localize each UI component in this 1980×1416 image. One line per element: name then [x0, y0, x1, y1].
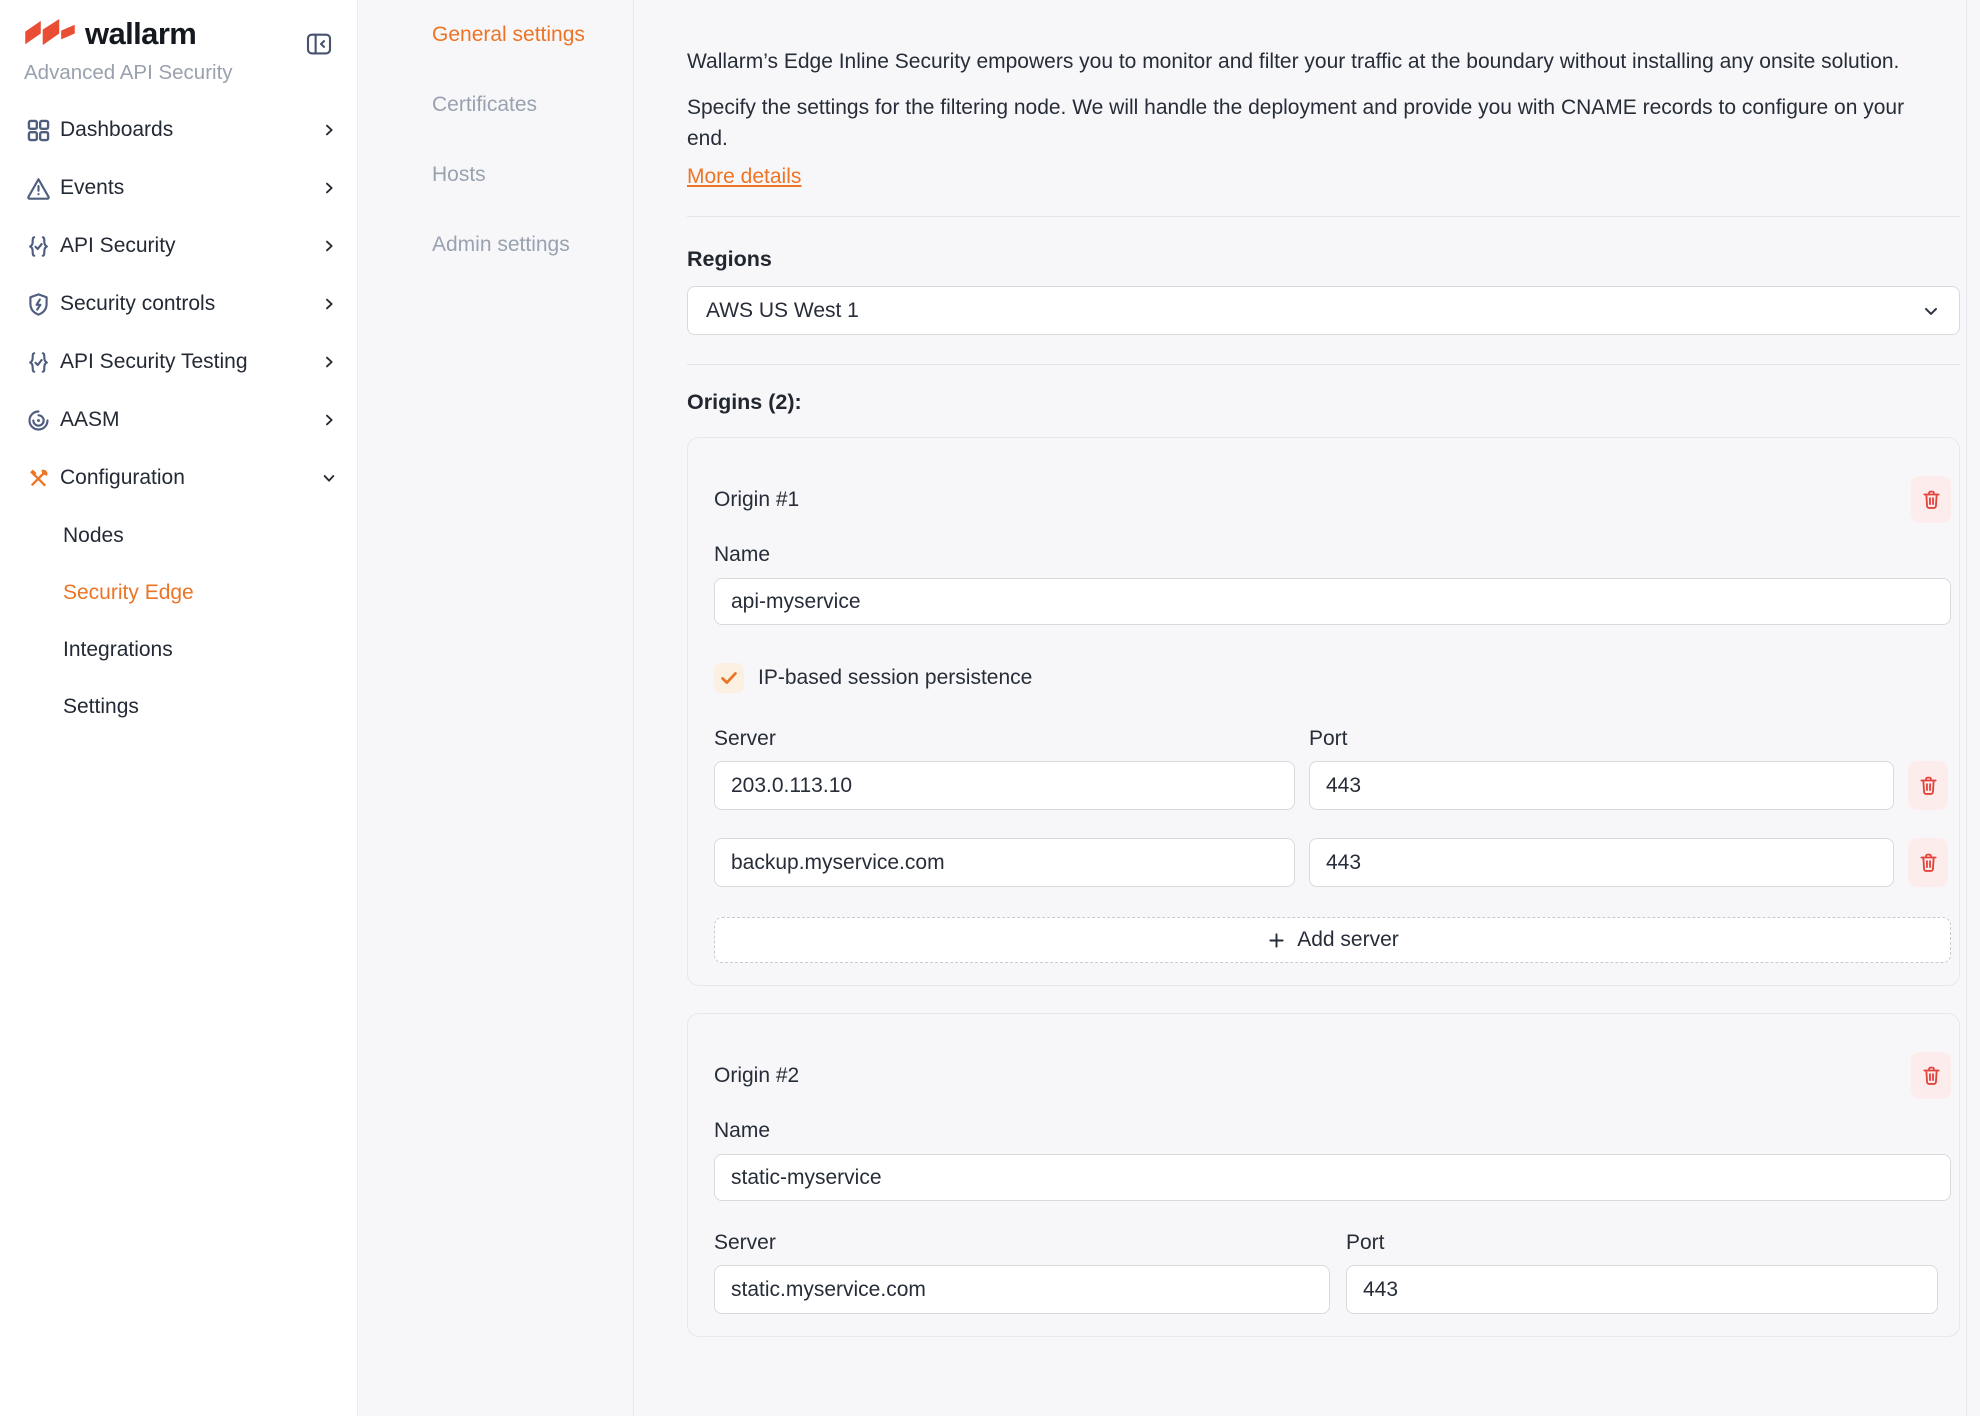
sidebar-item-aasm[interactable]	[0, 391, 357, 449]
port-input[interactable]	[1346, 1265, 1938, 1314]
session-persistence-toggle[interactable]	[714, 663, 1951, 693]
sidebar-item-api-security-testing[interactable]	[0, 333, 357, 391]
tab-certificates[interactable]: Certificates	[432, 93, 538, 116]
aasm-icon	[24, 406, 52, 434]
sidebar-item-label: Configuration	[60, 466, 185, 489]
sidebar-item-configuration[interactable]	[0, 449, 357, 507]
events-icon	[24, 174, 52, 202]
brand-subtitle: Advanced API Security	[24, 61, 233, 84]
sub-item-label: Integrations	[63, 637, 173, 661]
plus-icon	[1266, 930, 1287, 951]
regions-heading: Regions	[687, 247, 772, 271]
server-label: Server	[714, 727, 776, 750]
brand	[0, 0, 357, 85]
server-input[interactable]	[714, 1265, 1330, 1314]
sidebar-item-security-controls[interactable]	[0, 275, 357, 333]
delete-origin-button[interactable]	[1911, 1052, 1951, 1099]
brand-name: wallarm	[85, 16, 197, 51]
chevron-right-icon	[321, 238, 337, 254]
sidebar-item-dashboards[interactable]	[0, 101, 357, 159]
port-input[interactable]	[1309, 838, 1894, 887]
collapse-sidebar-icon	[304, 29, 334, 59]
delete-server-button[interactable]	[1908, 838, 1948, 887]
tab-general-settings[interactable]: General settings	[432, 23, 585, 46]
intro-paragraph: Wallarm’s Edge Inline Security empowers you to monitor and filter your traffic at the boundary without installing any onsite solution.	[687, 50, 1900, 73]
server-input[interactable]	[714, 761, 1295, 810]
dashboards-icon	[24, 116, 52, 144]
chevron-down-icon	[321, 470, 337, 486]
chevron-down-icon	[1921, 301, 1941, 321]
settings-subnav	[358, 0, 634, 1416]
delete-origin-button[interactable]	[1911, 476, 1951, 523]
origin-card-2	[687, 1013, 1960, 1337]
checkbox-checked[interactable]	[714, 663, 744, 693]
origin-name-input[interactable]	[714, 578, 1951, 625]
sidebar-item-nodes[interactable]	[0, 507, 357, 564]
trash-icon	[1920, 488, 1943, 511]
wallarm-logo-icon	[24, 18, 76, 51]
server-row	[714, 838, 1951, 887]
chevron-right-icon	[321, 296, 337, 312]
chevron-right-icon	[321, 412, 337, 428]
api-security-testing-icon	[24, 348, 52, 376]
sidebar-item-api-security[interactable]	[0, 217, 357, 275]
main-content	[634, 0, 1980, 1416]
divider	[687, 216, 1960, 217]
sidebar-item-settings[interactable]	[0, 678, 357, 735]
sidebar-item-security-edge[interactable]	[0, 564, 357, 621]
server-input[interactable]	[714, 838, 1295, 887]
regions-select-value: AWS US West 1	[706, 298, 859, 322]
sidebar-item-label: Events	[60, 176, 125, 199]
more-details-link[interactable]: More details	[687, 165, 802, 188]
port-label: Port	[1346, 1231, 1385, 1254]
sidebar-item-label: Security controls	[60, 292, 216, 315]
sub-item-label: Security Edge	[63, 580, 194, 604]
add-server-label: Add server	[1297, 928, 1399, 951]
session-persistence-label: IP-based session persistence	[758, 666, 1033, 689]
sidebar-item-events[interactable]	[0, 159, 357, 217]
sidebar	[0, 0, 358, 1416]
chevron-right-icon	[321, 354, 337, 370]
origin-title: Origin #2	[714, 1063, 800, 1087]
sidebar-item-integrations[interactable]	[0, 621, 357, 678]
sidebar-item-label: API Security	[60, 234, 176, 257]
trash-icon	[1917, 851, 1940, 874]
server-label: Server	[714, 1231, 776, 1254]
configuration-icon	[24, 464, 52, 492]
api-security-icon	[24, 232, 52, 260]
trash-icon	[1920, 1064, 1943, 1087]
sidebar-nav	[0, 101, 357, 735]
delete-server-button[interactable]	[1908, 761, 1948, 810]
origins-heading: Origins (2):	[687, 390, 802, 414]
collapse-sidebar-button[interactable]	[301, 26, 337, 62]
trash-icon	[1917, 774, 1940, 797]
checkmark-icon	[718, 667, 740, 689]
sidebar-item-label: API Security Testing	[60, 350, 248, 373]
server-row	[714, 1265, 1951, 1314]
regions-select[interactable]	[687, 286, 1960, 335]
intro-paragraph: Specify the settings for the filtering node. We will handle the deployment and provide you with CNAME records to configure on your end.	[687, 96, 1905, 150]
sidebar-item-label: AASM	[60, 408, 120, 431]
origin-title: Origin #1	[714, 487, 800, 511]
name-label: Name	[714, 1119, 771, 1142]
sidebar-item-label: Dashboards	[60, 118, 174, 141]
name-label: Name	[714, 543, 771, 566]
sub-item-label: Settings	[63, 694, 139, 718]
add-server-button[interactable]	[714, 917, 1951, 963]
tab-hosts[interactable]: Hosts	[432, 163, 486, 186]
divider	[687, 364, 1960, 365]
chevron-right-icon	[321, 180, 337, 196]
port-label: Port	[1309, 727, 1348, 750]
tab-admin-settings[interactable]: Admin settings	[432, 233, 570, 256]
security-controls-icon	[24, 290, 52, 318]
origin-name-input[interactable]	[714, 1154, 1951, 1201]
sub-item-label: Nodes	[63, 523, 124, 547]
chevron-right-icon	[321, 122, 337, 138]
port-input[interactable]	[1309, 761, 1894, 810]
server-row	[714, 761, 1951, 810]
origin-card-1	[687, 437, 1960, 986]
